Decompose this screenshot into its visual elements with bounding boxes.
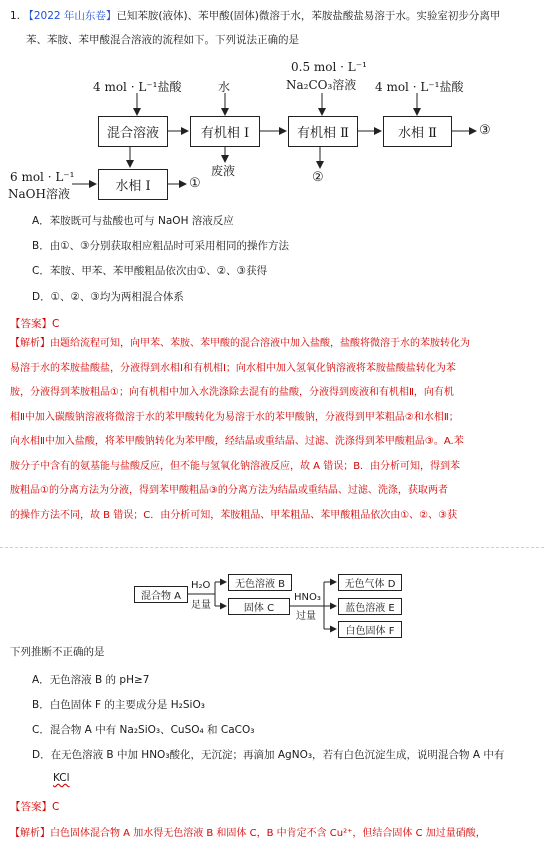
q1-explanation-line: 胺粗品①的分离方法为分液，得到苯甲酸粗品③的分离方法为结晶或重结晶、过滤、洗涤，获取两者: [10, 485, 448, 496]
reagent-hcl-4m-second: 4 mol · L⁻¹盐酸: [375, 80, 464, 94]
q1-explanation: [10, 332, 530, 528]
box-aqueous-phase-2: 水相 Ⅱ: [383, 116, 452, 147]
reagent-hno3: HNO₃: [294, 592, 321, 603]
q2-option-a: A．无色溶液 B 的 pH≥7: [32, 674, 150, 686]
box-solid-c: 固体 C: [228, 598, 290, 615]
q1-explanation-line: 易溶于水的苯胺盐酸盐，分液得到水相Ⅰ和有机相Ⅰ；向水相中加入氢氧化钠溶液将苯胺盐酸盐转化为苯: [10, 362, 456, 374]
q1-explanation-line: 【解析】由题给流程可知，向甲苯、苯胺、苯甲酸的混合溶液中加入盐酸，盐酸将微溶于水的苯胺转化为: [10, 338, 470, 349]
stem-line-1: 已知苯胺(液体)、苯甲酸(固体)微溶于水，苯胺盐酸盐易溶于水。实验室初步分离甲: [116, 10, 501, 22]
question-number: 1.: [10, 10, 21, 22]
box-mixed-solution: 混合溶液: [98, 116, 168, 147]
product-2: ②: [312, 170, 324, 185]
q2-option-b: B．白色固体 F 的主要成分是 H₂SiO₃: [32, 699, 205, 711]
q1-explanation-line: 胺，分液得到苯胺粗品①；向有机相中加入水洗涤除去混有的盐酸，分液得到废液和有机相Ⅱ，向有机: [10, 387, 454, 398]
box-blue-solution-e: 蓝色溶液 E: [338, 598, 402, 615]
box-colorless-gas-d: 无色气体 D: [338, 574, 402, 591]
q1-option-c: C．苯胺、甲苯、苯甲酸粗品依次由①、②、③获得: [32, 265, 268, 277]
reagent-naoh-concentration: 6 mol · L⁻¹: [10, 170, 75, 184]
q1-option-a: A．苯胺既可与盐酸也可与 NaOH 溶液反应: [32, 215, 234, 227]
box-colorless-solution-b: 无色溶液 B: [228, 574, 292, 591]
reagent-amount-sufficient: 足量: [191, 600, 211, 611]
q1-explanation-line: 胺分子中含有的氨基能与盐酸反应，但不能与氢氧化钠溶液反应，故 A 错误；B．由分析可知，得到苯: [10, 460, 461, 472]
product-1: ①: [189, 176, 201, 191]
waste-liquid: 废液: [211, 164, 236, 178]
box-aqueous-phase-1: 水相 Ⅰ: [98, 169, 168, 200]
reagent-amount-excess: 过量: [296, 611, 316, 622]
q1-explanation-line: 向水相Ⅱ中加入盐酸，将苯甲酸钠转化为苯甲酸，经结晶或重结晶、过滤、洗涤得到苯甲酸粗品③。A.苯: [10, 436, 464, 447]
reagent-water: 水: [218, 80, 231, 94]
exam-source-tag: 【2022 年山东卷】: [23, 10, 117, 22]
question-1-title: [10, 9, 500, 23]
q2-option-d-continuation: KCl: [53, 772, 70, 784]
q1-option-b: B．由①、③分别获取相应粗品时可采用相同的操作方法: [32, 240, 290, 252]
product-3: ③: [479, 123, 491, 138]
q1-answer: 【答案】C: [10, 318, 60, 330]
reagent-naoh: NaOH溶液: [8, 187, 70, 201]
box-white-solid-f: 白色固体 F: [338, 621, 402, 638]
box-organic-phase-1: 有机相 Ⅰ: [190, 116, 260, 147]
q2-option-c: C．混合物 A 中有 Na₂SiO₃、CuSO₄ 和 CaCO₃: [32, 724, 255, 736]
q1-explanation-line: 相Ⅱ中加入碳酸钠溶液将微溶于水的苯甲酸转化为易溶于水的苯甲酸钠，分液得到甲苯粗品②和水相Ⅱ；: [10, 411, 459, 423]
box-organic-phase-2: 有机相 Ⅱ: [288, 116, 358, 147]
q1-option-d: D．①、②、③均为两相混合体系: [32, 291, 184, 303]
reagent-hcl-4m: 4 mol · L⁻¹盐酸: [93, 80, 182, 94]
stem-line-2: 苯、苯胺、苯甲酸混合溶液的流程如下。下列说法正确的是: [26, 34, 299, 46]
box-mixture-a: 混合物 A: [134, 586, 188, 603]
q2-answer: 【答案】C: [10, 801, 60, 813]
q2-stem: 下列推断不正确的是: [10, 646, 105, 658]
q1-explanation-line: 的操作方法不同，故 B 错误；C．由分析可知，苯胺粗品、甲苯粗品、苯甲酸粗品依次由①、②、③获: [10, 509, 458, 521]
q2-option-d: D．在无色溶液 B 中加 HNO₃酸化，无沉淀；再滴加 AgNO₃，若有白色沉淀生成，说明混合物 A 中有: [32, 749, 505, 761]
q2-explanation: 【解析】白色固体混合物 A 加水得无色溶液 B 和固体 C，B 中肯定不含 Cu²⁺，但结合固体 C 加过量硝酸，: [10, 828, 486, 839]
page-break: [0, 547, 544, 570]
reagent-na2co3-concentration: 0.5 mol · L⁻¹: [291, 60, 367, 74]
reagent-water: H₂O: [191, 580, 211, 591]
reagent-na2co3: Na₂CO₃溶液: [286, 78, 357, 92]
